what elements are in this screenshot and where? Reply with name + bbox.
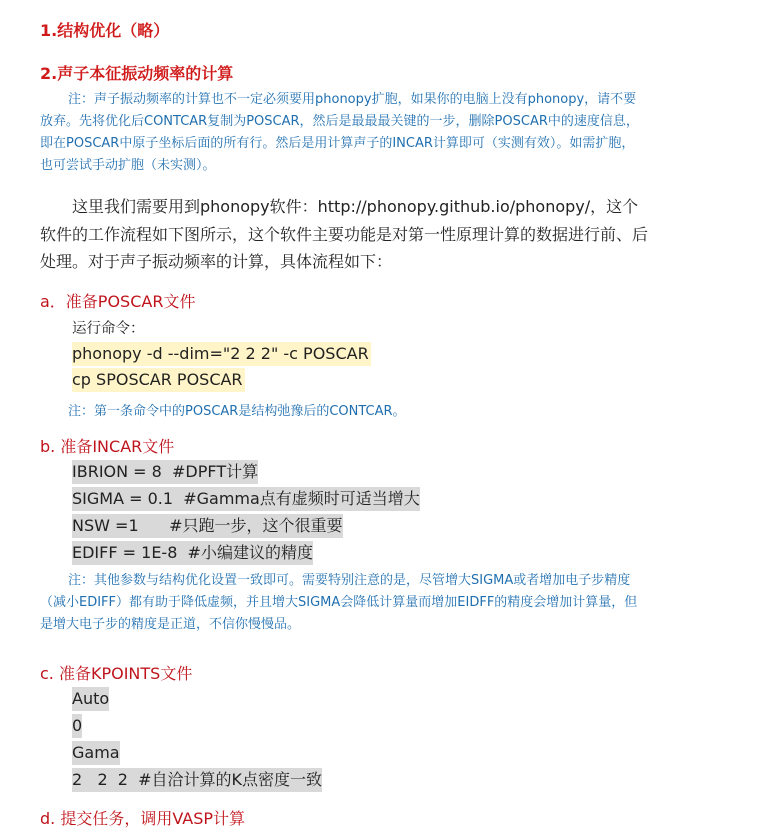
phonopy-note — [40, 89, 720, 177]
step-d-title: d. 提交任务，调用VASP计算 — [40, 809, 246, 828]
incar-line: EDIFF = 1E-8 #小编建议的精度 — [72, 541, 313, 565]
step-a-title: a．准备POSCAR文件 — [40, 292, 196, 311]
incar-line: SIGMA = 0.1 #Gamma点有虚频时可适当增大 — [72, 487, 420, 511]
kpoints-line: 0 — [72, 714, 82, 738]
note-line: （减小EDIFF）都有助于降低虚频，并且增大SIGMA会降低计算量而增加EIDFF的精度会增加计算量，但 — [40, 595, 638, 610]
intro-line: 这里我们需要用到phonopy软件：http://phonopy.github.io/phonopy/，这个 — [72, 197, 639, 216]
incar-line: NSW =1 #只跑一步，这个很重要 — [72, 514, 343, 538]
section-1-title: 1.结构优化（略） — [40, 21, 170, 40]
command-line: cp SPOSCAR POSCAR — [72, 368, 245, 392]
intro-paragraph — [40, 193, 720, 276]
step-a-note: 注：第一条命令中的POSCAR是结构弛豫后的CONTCAR。 — [68, 404, 406, 419]
note-line: 注：其他参数与结构优化设置一致即可。需要特别注意的是，尽管增大SIGMA或者增加电子步精度 — [68, 573, 631, 588]
note-line: 注：声子振动频率的计算也不一定必须要用phonopy扩胞，如果你的电脑上没有phonopy，请不要 — [68, 92, 637, 107]
note-line: 放弃。先将优化后CONTCAR复制为POSCAR，然后是最最最关键的一步，删除POSCAR中的速度信息， — [40, 114, 639, 129]
run-command-label: 运行命令： — [72, 321, 145, 337]
note-line: 也可尝试手动扩胞（未实测）。 — [40, 158, 216, 173]
incar-line: IBRION = 8 #DPFT计算 — [72, 460, 258, 484]
command-line: phonopy -d --dim="2 2 2" -c POSCAR — [72, 342, 371, 366]
intro-line: 处理。对于声子振动频率的计算，具体流程如下： — [40, 252, 393, 271]
kpoints-line: Auto — [72, 687, 109, 711]
step-b-title: b. 准备INCAR文件 — [40, 437, 175, 456]
section-2-title: 2.声子本征振动频率的计算 — [40, 64, 234, 83]
kpoints-line: 2 2 2 #自洽计算的K点密度一致 — [72, 768, 322, 792]
kpoints-line: Gama — [72, 741, 120, 765]
note-line: 是增大电子步的精度是正道，不信你慢慢品。 — [40, 617, 301, 632]
step-b-note — [40, 570, 720, 636]
intro-line: 软件的工作流程如下图所示，这个软件主要功能是对第一性原理计算的数据进行前、后 — [40, 224, 649, 244]
step-c-title: c. 准备KPOINTS文件 — [40, 664, 193, 683]
note-line: 即在POSCAR中原子坐标后面的所有行。然后是用计算声子的INCAR计算即可（实测有效）。如需扩胞， — [40, 136, 635, 151]
